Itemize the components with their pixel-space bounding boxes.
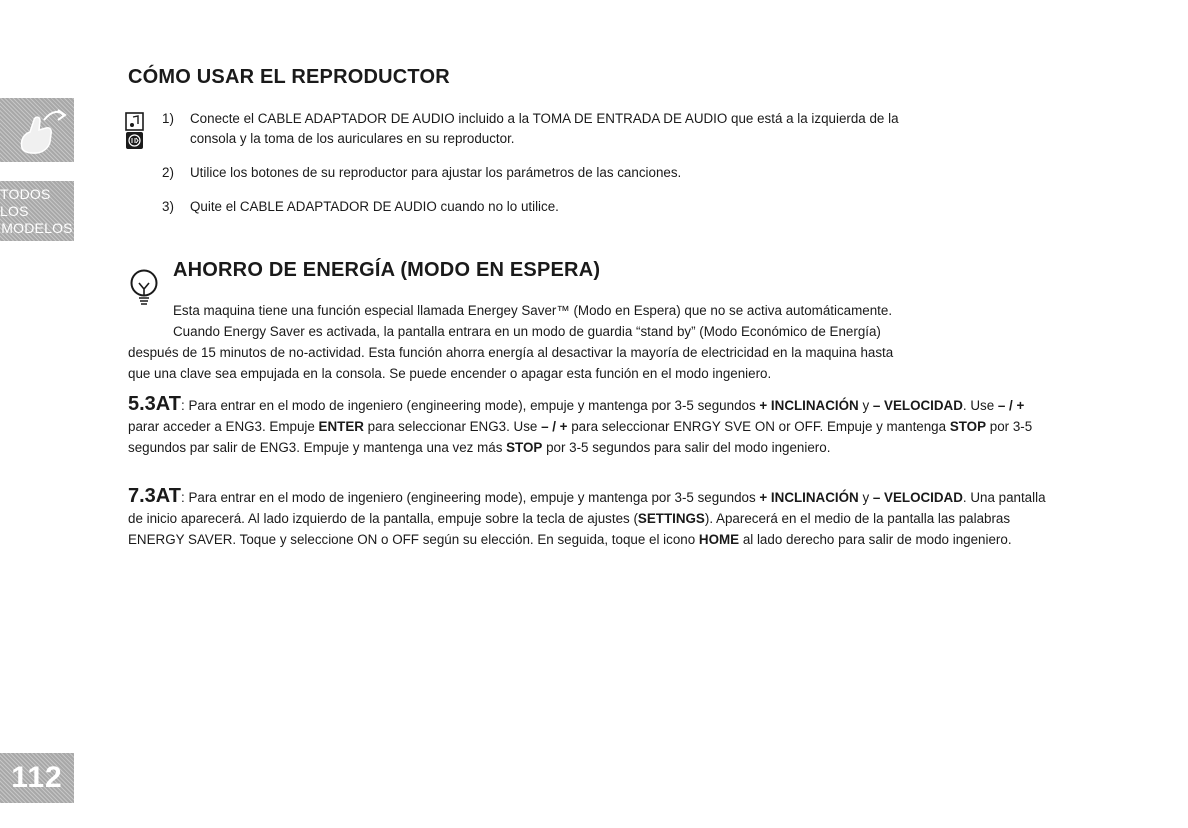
instruction-text: ). Aparecerá en el medio de la pantalla las palabras ENERGY SAVER. Toque y seleccione ON o OFF según su elección. En seguida, toque el icono: [128, 511, 1011, 547]
key-name: STOP: [506, 440, 543, 455]
instruction-text: y: [858, 398, 873, 413]
instruction-text: Para entrar en el modo de ingeniero (engineering mode), empuje y mantenga por 3-5 segundos: [184, 490, 760, 505]
instruction-text: para seleccionar ENRGY SVE ON or OFF. Empuje y mantenga: [567, 419, 950, 434]
model-73-label: 7.3AT: [128, 485, 181, 507]
instruction-text: por 3-5 segundos par salir de ENG3. Empuje y mantenga una vez más: [128, 419, 1033, 455]
instruction-text: para seleccionar ENG3. Use: [363, 419, 542, 434]
step-number: 3): [162, 199, 174, 214]
model-73-instructions: [128, 486, 1048, 550]
instruction-text: . Use: [962, 398, 998, 413]
key-name: HOME: [698, 532, 740, 547]
instruction-text: al lado derecho para salir de modo ingeniero.: [739, 532, 1012, 547]
page-number-tab: [0, 753, 74, 803]
step-number: 2): [162, 165, 174, 180]
page-number: 112: [11, 761, 63, 794]
intro-line: después de 15 minutos de no-actividad. Esta función ahorra energía al desactivar la mayoría de electricidad en la maquina hasta: [128, 345, 894, 360]
key-name: – VELOCIDAD: [872, 398, 963, 413]
all-models-line2: MODELOS: [1, 219, 73, 236]
hand-tab: [0, 98, 74, 162]
key-name: – / +: [997, 398, 1025, 413]
energy-saver-intro: [128, 300, 1048, 384]
instruction-text: por 3-5 segundos para salir del modo ingeniero.: [542, 440, 831, 455]
pointing-hand-icon: [0, 98, 74, 162]
step-text: Utilice los botones de su reproductor para ajustar los parámetros de las canciones.: [190, 165, 682, 180]
music-player-icon: [124, 112, 146, 150]
key-name: ENTER: [318, 419, 364, 434]
label-colon: :: [180, 490, 185, 505]
instruction-text: parar acceder a ENG3. Empuje: [128, 419, 319, 434]
instruction-text: y: [858, 490, 873, 505]
section-heading-player: CÓMO USAR EL REPRODUCTOR: [128, 66, 450, 88]
intro-line: Esta maquina tiene una función especial llamada Energey Saver™ (Modo en Espera) que no se activa automáticamente.: [173, 303, 893, 318]
key-name: + INCLINACIÓN: [759, 398, 859, 413]
label-colon: :: [180, 398, 185, 413]
intro-line: que una clave sea empujada en la consola. Se puede encender o apagar esta función en el modo ingeniero.: [128, 366, 772, 381]
model-53-instructions: [128, 394, 1048, 458]
key-name: – / +: [541, 419, 568, 434]
model-53-label: 5.3AT: [128, 393, 181, 415]
step-text: Conecte el CABLE ADAPTADOR DE AUDIO incluido a la TOMA DE ENTRADA DE AUDIO que está a la izquierda de la: [190, 111, 899, 126]
all-models-line1: TODOS LOS: [0, 185, 51, 219]
step-number: 1): [162, 111, 174, 126]
section-heading-energy-saver: AHORRO DE ENERGÍA (MODO EN ESPERA): [173, 259, 601, 281]
intro-line: Cuando Energy Saver es activada, la pantalla entrara en un modo de guardia “stand by” (Modo Económico de Energía): [173, 324, 881, 339]
step-text: Quite el CABLE ADAPTADOR DE AUDIO cuando no lo utilice.: [190, 199, 559, 214]
instruction-text: Para entrar en el modo de ingeniero (engineering mode), empuje y mantenga por 3-5 segundos: [184, 398, 760, 413]
step-text-continued: consola y la toma de los auriculares en su reproductor.: [190, 131, 515, 146]
key-name: + INCLINACIÓN: [759, 490, 859, 505]
key-name: STOP: [949, 419, 987, 434]
key-name: SETTINGS: [637, 511, 705, 526]
instruction-text: . Una pantalla de inicio aparecerá. Al lado izquierdo de la pantalla, empuje sobre la tecla de ajustes (: [128, 490, 1046, 526]
all-models-tab: [0, 181, 74, 241]
key-name: – VELOCIDAD: [872, 490, 963, 505]
